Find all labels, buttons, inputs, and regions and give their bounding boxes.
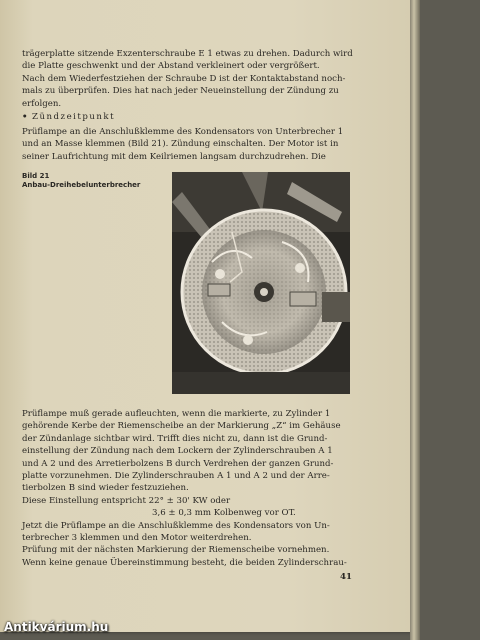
text-line: Diese Einstellung entspricht 22° ± 30' KW oder (22, 495, 231, 506)
text-line: die Platte geschwenkt und der Abstand verkleinert oder vergrößert. (22, 61, 320, 72)
text-line: tierbolzen B sind wieder festzuziehen. (22, 483, 189, 494)
distributor-photo-illustration (172, 172, 350, 394)
page-number: 41 (340, 572, 352, 582)
text-line: terbrecher 3 klemmen und den Motor weiterdrehen. (22, 533, 252, 544)
formula-line: 3,6 ± 0,3 mm Kolbenweg vor OT. (152, 508, 296, 519)
bullet-icon: • (22, 112, 28, 122)
figure-title: Anbau-Dreihebelunterbrecher (22, 181, 141, 189)
figure-caption (22, 172, 162, 190)
text-line: erfolgen. (22, 98, 62, 109)
text-line: platte vorzunehmen. Die Zylinderschrauben A 1 und A 2 und der Arre- (22, 471, 330, 482)
section-heading (22, 112, 322, 122)
watermark: Antikvárium.hu (4, 620, 109, 634)
text-line: seiner Laufrichtung mit dem Keilriemen langsam durchzudrehen. Die (22, 151, 326, 162)
top-paragraph (22, 48, 378, 110)
text-line: der Zündanlage sichtbar wird. Trifft dies nicht zu, dann ist die Grund- (22, 433, 328, 444)
text-line: mals zu überprüfen. Dies hat nach jeder Neueinstellung der Zündung zu (22, 86, 339, 97)
section-heading-text: Zündzeitpunkt (32, 112, 116, 122)
text-line: und A 2 und des Arretierbolzens B durch Verdrehen der ganzen Grund- (22, 458, 334, 469)
text-line: trägerplatte sitzende Exzenterschraube E 1 etwas zu drehen. Dadurch wird (22, 49, 353, 59)
page-edge (410, 0, 420, 640)
text-line: Nach dem Wiederfestziehen der Schraube D ist der Kontaktabstand noch- (22, 73, 346, 84)
text-line: Jetzt die Prüflampe an die Anschlußklemme des Kondensators von Un- (22, 520, 330, 531)
text-line: Prüflampe an die Anschlußklemme des Kondensators von Unterbrecher 1 (22, 127, 344, 137)
text-line: Prüfung mit der nächsten Markierung der Riemenscheibe vornehmen. (22, 545, 330, 556)
figure-number: Bild 21 (22, 172, 50, 180)
figure-photo (172, 172, 350, 394)
text-line: Prüflampe muß gerade aufleuchten, wenn die markierte, zu Zylinder 1 (22, 409, 331, 419)
text-line: und an Masse klemmen (Bild 21). Zündung einschalten. Der Motor ist in (22, 139, 339, 150)
section-paragraph (22, 126, 378, 163)
text-line: einstellung der Zündung nach dem Lockern der Zylinderschrauben A 1 (22, 446, 333, 457)
text-line: Wenn keine genaue Übereinstimmung besteht, die beiden Zylinderschrau- (22, 557, 347, 568)
text-line: gehörende Kerbe der Riemenscheibe an der Markierung „Z“ im Gehäuse (22, 421, 341, 432)
lower-paragraph (22, 408, 378, 569)
